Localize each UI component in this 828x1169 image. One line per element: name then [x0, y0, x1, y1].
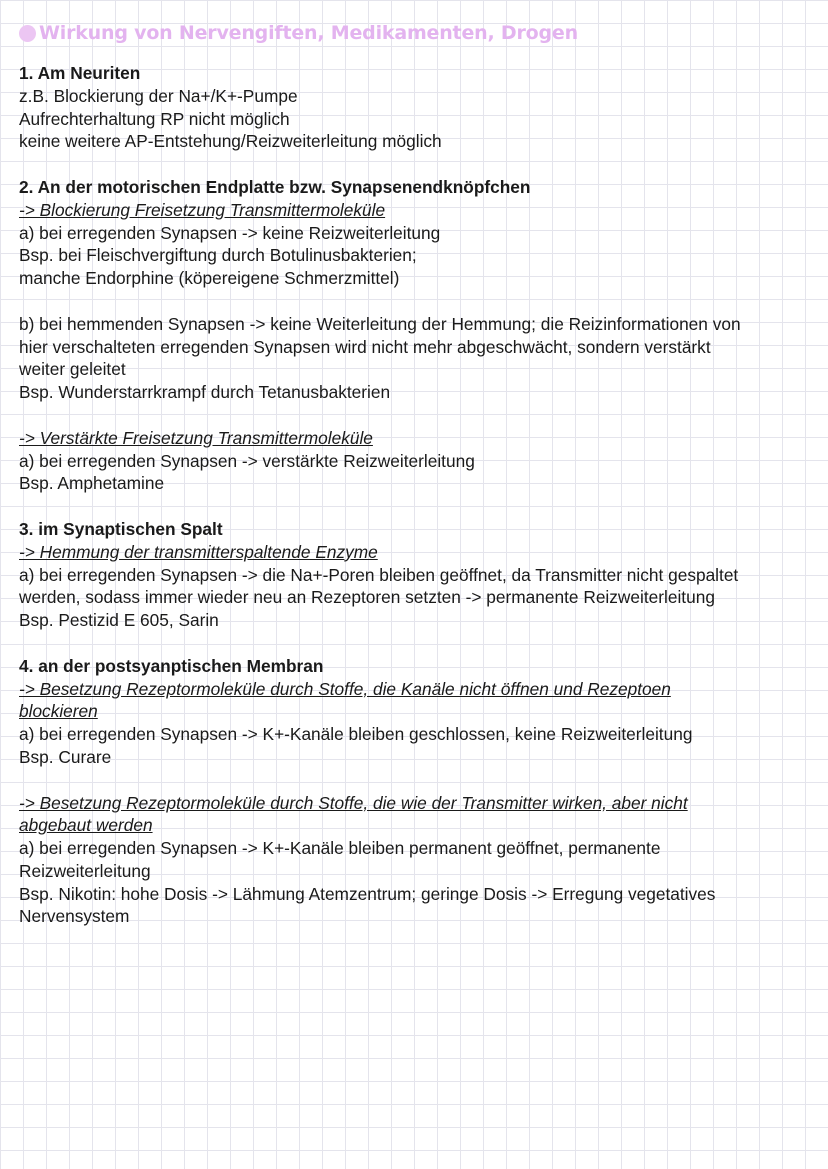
section-heading: 4. an der postsyanptischen Membran: [19, 655, 324, 676]
text-line: a) bei erregenden Synapsen -> K+-Kanäle bleiben geschlossen, keine Reizweiterleitung: [19, 724, 693, 745]
text-line: Reizweiterleitung: [19, 860, 151, 881]
subheading: -> Besetzung Rezeptormoleküle durch Stoffe, die wie der Transmitter wirken, aber nicht: [19, 792, 688, 813]
page-title: Wirkung von Nervengiften, Medikamenten, Drogen: [39, 22, 578, 44]
text-line: Bsp. Wunderstarrkrampf durch Tetanusbakterien: [19, 382, 391, 403]
text-line: werden, sodass immer wieder neu an Rezeptoren setzten -> permanente Reizweiterleitung: [19, 587, 715, 608]
note-content: [19, 62, 819, 928]
text-line: Bsp. Pestizid E 605, Sarin: [19, 610, 219, 631]
text-line: a) bei erregenden Synapsen -> verstärkte Reizweiterleitung: [19, 450, 475, 471]
text-line: Bsp. bei Fleischvergiftung durch Botulinusbakterien;: [19, 245, 417, 266]
subheading: blockieren: [19, 701, 98, 722]
section-heading: 2. An der motorischen Endplatte bzw. Synapsenendknöpfchen: [19, 176, 531, 197]
text-line: manche Endorphine (köpereigene Schmerzmittel): [19, 268, 400, 289]
text-line: a) bei erregenden Synapsen -> K+-Kanäle bleiben permanent geöffnet, permanente: [19, 838, 661, 859]
spacer: [19, 769, 819, 792]
text-line: Aufrechterhaltung RP nicht möglich: [19, 108, 290, 129]
spacer: [19, 290, 819, 313]
subheading: -> Hemmung der transmitterspaltende Enzyme: [19, 541, 378, 562]
text-line: a) bei erregenden Synapsen -> die Na+-Poren bleiben geöffnet, da Transmitter nicht gespaltet: [19, 564, 739, 585]
subheading: abgebaut werden: [19, 815, 153, 836]
text-line: Bsp. Nikotin: hohe Dosis -> Lähmung Atemzentrum; geringe Dosis -> Erregung vegetatives: [19, 883, 716, 904]
text-line: b) bei hemmenden Synapsen -> keine Weiterleitung der Hemmung; die Reizinformationen von: [19, 313, 741, 334]
text-line: a) bei erregenden Synapsen -> keine Reizweiterleitung: [19, 222, 441, 243]
text-line: z.B. Blockierung der Na+/K+-Pumpe: [19, 85, 298, 106]
title-row: [19, 20, 578, 46]
text-line: hier verschalteten erregenden Synapsen wird nicht mehr abgeschwächt, sondern verstärkt: [19, 336, 711, 357]
text-line: Bsp. Curare: [19, 746, 112, 767]
text-line: Bsp. Amphetamine: [19, 473, 165, 494]
spacer: [19, 495, 819, 518]
spacer: [19, 632, 819, 655]
subheading: -> Blockierung Freisetzung Transmittermoleküle: [19, 199, 386, 220]
spacer: [19, 404, 819, 427]
text-line: weiter geleitet: [19, 359, 126, 380]
subheading: -> Verstärkte Freisetzung Transmittermoleküle: [19, 427, 373, 448]
section-heading: 3. im Synaptischen Spalt: [19, 518, 223, 539]
text-line: keine weitere AP-Entstehung/Reizweiterleitung möglich: [19, 131, 442, 152]
subheading: -> Besetzung Rezeptormoleküle durch Stoffe, die Kanäle nicht öffnen und Rezeptoen: [19, 678, 671, 699]
text-line: Nervensystem: [19, 906, 130, 927]
section-heading: 1. Am Neuriten: [19, 63, 141, 83]
spacer: [19, 153, 819, 176]
bullet-dot-icon: [19, 25, 36, 42]
